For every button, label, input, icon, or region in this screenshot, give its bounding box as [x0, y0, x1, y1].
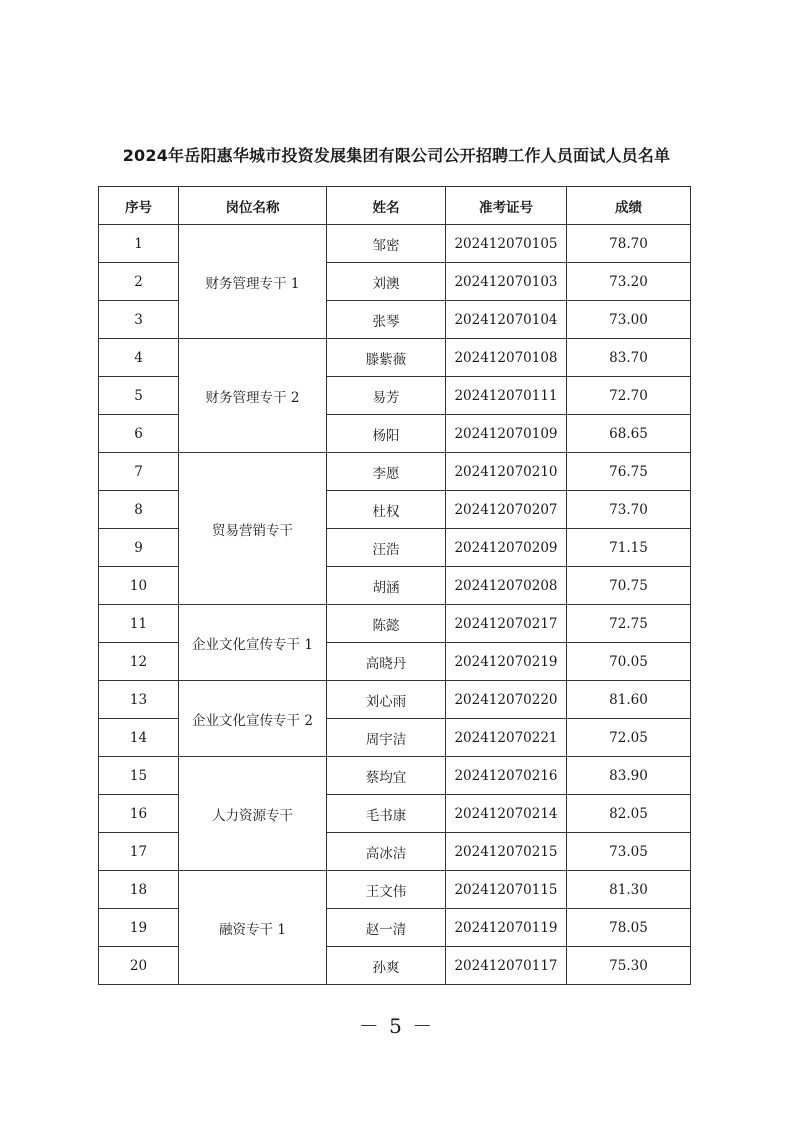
- cell-no: 20: [99, 947, 179, 985]
- cell-name: 王文伟: [327, 871, 446, 909]
- cell-no: 12: [99, 643, 179, 681]
- cell-ticket: 202412070109: [446, 415, 567, 453]
- table-row: [99, 757, 691, 795]
- cell-ticket: 202412070207: [446, 491, 567, 529]
- cell-score: 75.30: [567, 947, 691, 985]
- cell-ticket: 202412070214: [446, 795, 567, 833]
- cell-name: 汪浩: [327, 529, 446, 567]
- cell-position: 财务管理专干 1: [179, 225, 327, 339]
- table-row: [99, 605, 691, 643]
- cell-score: 83.70: [567, 339, 691, 377]
- cell-ticket: 202412070117: [446, 947, 567, 985]
- header-ticket: 准考证号: [446, 187, 567, 225]
- cell-score: 73.20: [567, 263, 691, 301]
- cell-score: 72.70: [567, 377, 691, 415]
- cell-no: 15: [99, 757, 179, 795]
- cell-score: 70.75: [567, 567, 691, 605]
- cell-position: 人力资源专干: [179, 757, 327, 871]
- cell-score: 81.60: [567, 681, 691, 719]
- header-name: 姓名: [327, 187, 446, 225]
- cell-ticket: 202412070104: [446, 301, 567, 339]
- cell-no: 6: [99, 415, 179, 453]
- cell-no: 17: [99, 833, 179, 871]
- cell-score: 70.05: [567, 643, 691, 681]
- header-score: 成绩: [567, 187, 691, 225]
- cell-ticket: 202412070108: [446, 339, 567, 377]
- table-row: [99, 453, 691, 491]
- cell-ticket: 202412070115: [446, 871, 567, 909]
- cell-no: 16: [99, 795, 179, 833]
- cell-score: 71.15: [567, 529, 691, 567]
- table-row: [99, 871, 691, 909]
- cell-name: 赵一清: [327, 909, 446, 947]
- cell-score: 82.05: [567, 795, 691, 833]
- cell-score: 83.90: [567, 757, 691, 795]
- cell-score: 81.30: [567, 871, 691, 909]
- cell-position: 企业文化宣传专干 1: [179, 605, 327, 681]
- header-no: 序号: [99, 187, 179, 225]
- cell-name: 邹密: [327, 225, 446, 263]
- header-position: 岗位名称: [179, 187, 327, 225]
- cell-no: 5: [99, 377, 179, 415]
- cell-score: 73.05: [567, 833, 691, 871]
- table-row: [99, 681, 691, 719]
- cell-score: 78.70: [567, 225, 691, 263]
- cell-position: 贸易营销专干: [179, 453, 327, 605]
- cell-no: 8: [99, 491, 179, 529]
- cell-name: 高晓丹: [327, 643, 446, 681]
- cell-name: 高冰洁: [327, 833, 446, 871]
- cell-score: 73.00: [567, 301, 691, 339]
- cell-name: 易芳: [327, 377, 446, 415]
- cell-no: 13: [99, 681, 179, 719]
- cell-name: 张琴: [327, 301, 446, 339]
- table-header-row: [99, 187, 691, 225]
- cell-ticket: 202412070119: [446, 909, 567, 947]
- cell-score: 68.65: [567, 415, 691, 453]
- cell-ticket: 202412070217: [446, 605, 567, 643]
- cell-position: 财务管理专干 2: [179, 339, 327, 453]
- cell-no: 7: [99, 453, 179, 491]
- cell-score: 73.70: [567, 491, 691, 529]
- table-row: [99, 339, 691, 377]
- cell-no: 18: [99, 871, 179, 909]
- cell-ticket: 202412070215: [446, 833, 567, 871]
- cell-name: 陈懿: [327, 605, 446, 643]
- cell-no: 3: [99, 301, 179, 339]
- cell-position: 企业文化宣传专干 2: [179, 681, 327, 757]
- cell-ticket: 202412070216: [446, 757, 567, 795]
- cell-name: 孙爽: [327, 947, 446, 985]
- cell-no: 2: [99, 263, 179, 301]
- cell-ticket: 202412070103: [446, 263, 567, 301]
- cell-name: 刘心雨: [327, 681, 446, 719]
- cell-no: 1: [99, 225, 179, 263]
- cell-position: 融资专干 1: [179, 871, 327, 985]
- cell-score: 72.75: [567, 605, 691, 643]
- cell-name: 滕紫薇: [327, 339, 446, 377]
- cell-no: 9: [99, 529, 179, 567]
- cell-ticket: 202412070105: [446, 225, 567, 263]
- table-row: [99, 225, 691, 263]
- cell-score: 78.05: [567, 909, 691, 947]
- cell-name: 周宇洁: [327, 719, 446, 757]
- cell-ticket: 202412070221: [446, 719, 567, 757]
- cell-ticket: 202412070220: [446, 681, 567, 719]
- cell-no: 19: [99, 909, 179, 947]
- page-number: － 5 －: [358, 1014, 435, 1038]
- cell-ticket: 202412070111: [446, 377, 567, 415]
- cell-name: 杨阳: [327, 415, 446, 453]
- cell-no: 10: [99, 567, 179, 605]
- cell-ticket: 202412070209: [446, 529, 567, 567]
- cell-name: 李愿: [327, 453, 446, 491]
- table-body: [99, 225, 691, 985]
- cell-no: 14: [99, 719, 179, 757]
- cell-no: 4: [99, 339, 179, 377]
- page-title: 2024年岳阳惠华城市投资发展集团有限公司公开招聘工作人员面试人员名单: [122, 146, 671, 165]
- cell-name: 胡涵: [327, 567, 446, 605]
- cell-name: 毛书康: [327, 795, 446, 833]
- cell-name: 蔡均宜: [327, 757, 446, 795]
- cell-score: 72.05: [567, 719, 691, 757]
- interview-list-table: [98, 186, 691, 985]
- cell-no: 11: [99, 605, 179, 643]
- cell-ticket: 202412070219: [446, 643, 567, 681]
- cell-name: 杜权: [327, 491, 446, 529]
- cell-ticket: 202412070208: [446, 567, 567, 605]
- cell-ticket: 202412070210: [446, 453, 567, 491]
- cell-name: 刘澳: [327, 263, 446, 301]
- cell-score: 76.75: [567, 453, 691, 491]
